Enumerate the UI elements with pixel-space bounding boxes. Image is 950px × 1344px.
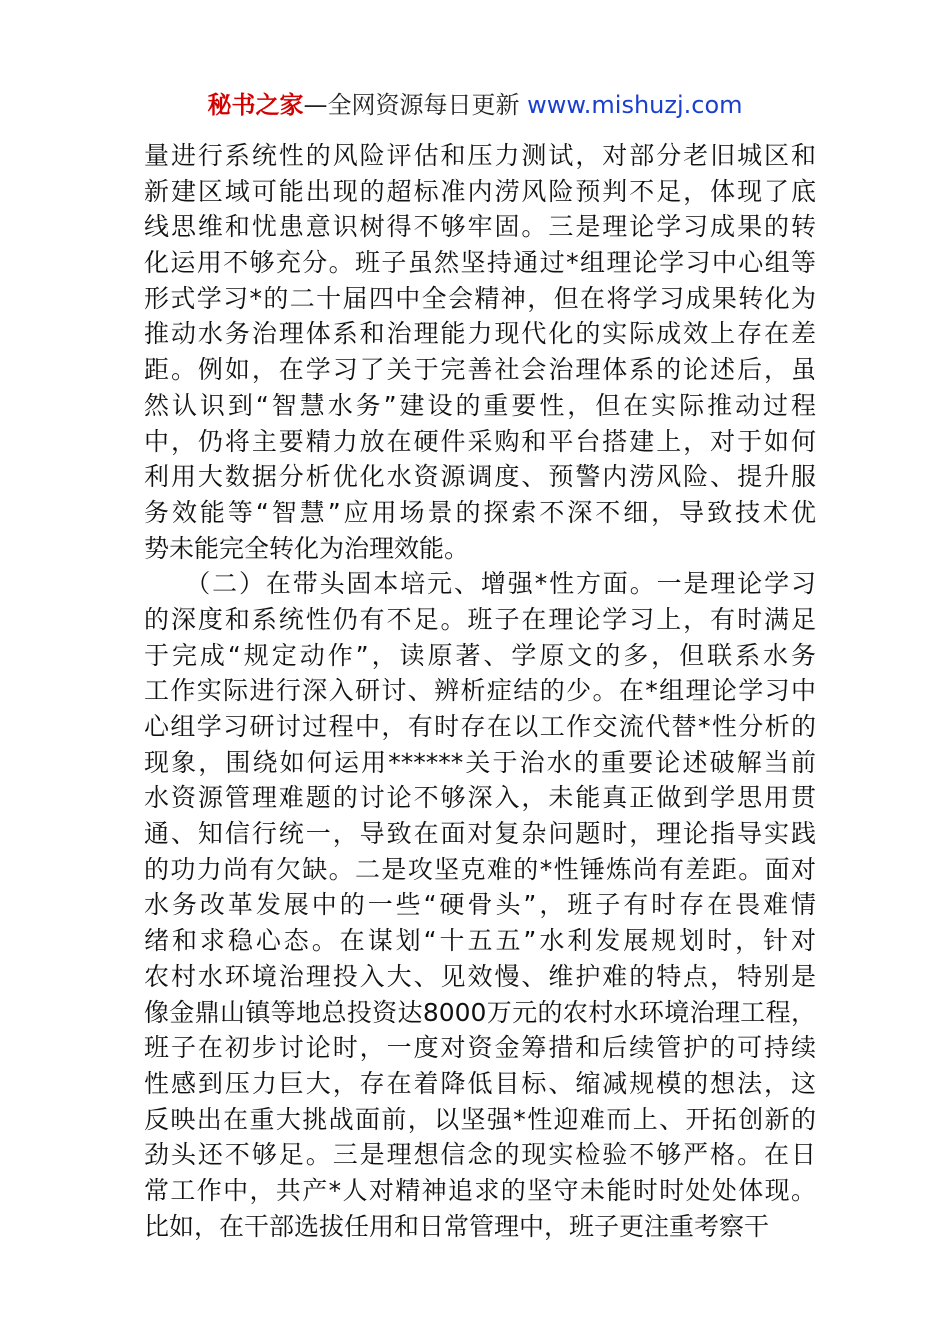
text-line: 线思维和忧患意识树得不够牢固。三是理论学习成果的转 bbox=[144, 212, 816, 242]
text-line: 然认识到“智慧水务”建设的重要性，但在实际推动过程 bbox=[144, 390, 816, 420]
text-line: 化运用不够充分。班子虽然坚持通过*组理论学习中心组等 bbox=[144, 248, 816, 278]
text-line: 新建区域可能出现的超标准内涝风险预判不足，体现了底 bbox=[144, 176, 816, 206]
text-line: 形式学习*的二十届四中全会精神，但在将学习成果转化为 bbox=[144, 283, 816, 313]
text-line: 农村水环境治理投入大、见效慢、维护难的特点，特别是 bbox=[144, 961, 816, 991]
header-site-link[interactable]: www.mishuzj.com bbox=[527, 91, 743, 119]
text-line: 距。例如，在学习了关于完善社会治理体系的论述后，虽 bbox=[144, 355, 816, 385]
text-line: 绪和求稳心态。在谋划“十五五”水利发展规划时，针对 bbox=[144, 926, 816, 956]
text-line: 性感到压力巨大，存在着降低目标、缩减规模的想法，这 bbox=[144, 1068, 816, 1098]
text-line: 务效能等“智慧”应用场景的探索不深不细，导致技术优 bbox=[144, 497, 816, 527]
text-line: （二）在带头固本培元、增强*性方面。一是理论学习 bbox=[144, 569, 816, 599]
text-line: 班子在初步讨论时，一度对资金筹措和后续管护的可持续 bbox=[144, 1033, 816, 1063]
text-line: 于完成“规定动作”，读原著、学原文的多，但联系水务 bbox=[144, 640, 816, 670]
header-tagline: —全网资源每日更新 bbox=[303, 91, 520, 119]
text-line: 像金鼎山镇等地总投资达8000万元的农村水环境治理工程， bbox=[144, 997, 816, 1027]
text-line: 水资源管理难题的讨论不够深入，未能真正做到学思用贯 bbox=[144, 783, 816, 813]
text-line: 常工作中，共产*人对精神追求的坚守未能时时处处体现。 bbox=[144, 1175, 816, 1205]
text-line: 工作实际进行深入研讨、辨析症结的少。在*组理论学习中 bbox=[144, 676, 816, 706]
text-line: 的深度和系统性仍有不足。班子在理论学习上，有时满足 bbox=[144, 604, 816, 634]
text-line: 的功力尚有欠缺。二是攻坚克难的*性锤炼尚有差距。面对 bbox=[144, 854, 816, 884]
text-line: 现象，围绕如何运用******关于治水的重要论述破解当前 bbox=[144, 747, 816, 777]
text-line: 推动水务治理体系和治理能力现代化的实际成效上存在差 bbox=[144, 319, 816, 349]
text-line: 通、知信行统一，导致在面对复杂问题时，理论指导实践 bbox=[144, 819, 816, 849]
text-line: 中，仍将主要精力放在硬件采购和平台搭建上，对于如何 bbox=[144, 426, 816, 456]
text-line: 利用大数据分析优化水资源调度、预警内涝风险、提升服 bbox=[144, 462, 816, 492]
text-line: 量进行系统性的风险评估和压力测试，对部分老旧城区和 bbox=[144, 141, 816, 170]
text-line: 反映出在重大挑战面前，以坚强*性迎难而上、开拓创新的 bbox=[144, 1104, 816, 1134]
header-brand: 秘书之家 bbox=[207, 91, 304, 119]
body-text bbox=[144, 138, 816, 1244]
text-line: 水务改革发展中的一些“硬骨头”，班子有时存在畏难情 bbox=[144, 890, 816, 920]
text-line: 势未能完全转化为治理效能。 bbox=[144, 533, 470, 563]
page-header bbox=[0, 88, 950, 122]
text-line: 劲头还不够足。三是理想信念的现实检验不够严格。在日 bbox=[144, 1140, 816, 1170]
text-line: 心组学习研讨过程中，有时存在以工作交流代替*性分析的 bbox=[144, 712, 816, 741]
text-line: 比如，在干部选拔任用和日常管理中，班子更注重考察干 bbox=[144, 1211, 770, 1241]
